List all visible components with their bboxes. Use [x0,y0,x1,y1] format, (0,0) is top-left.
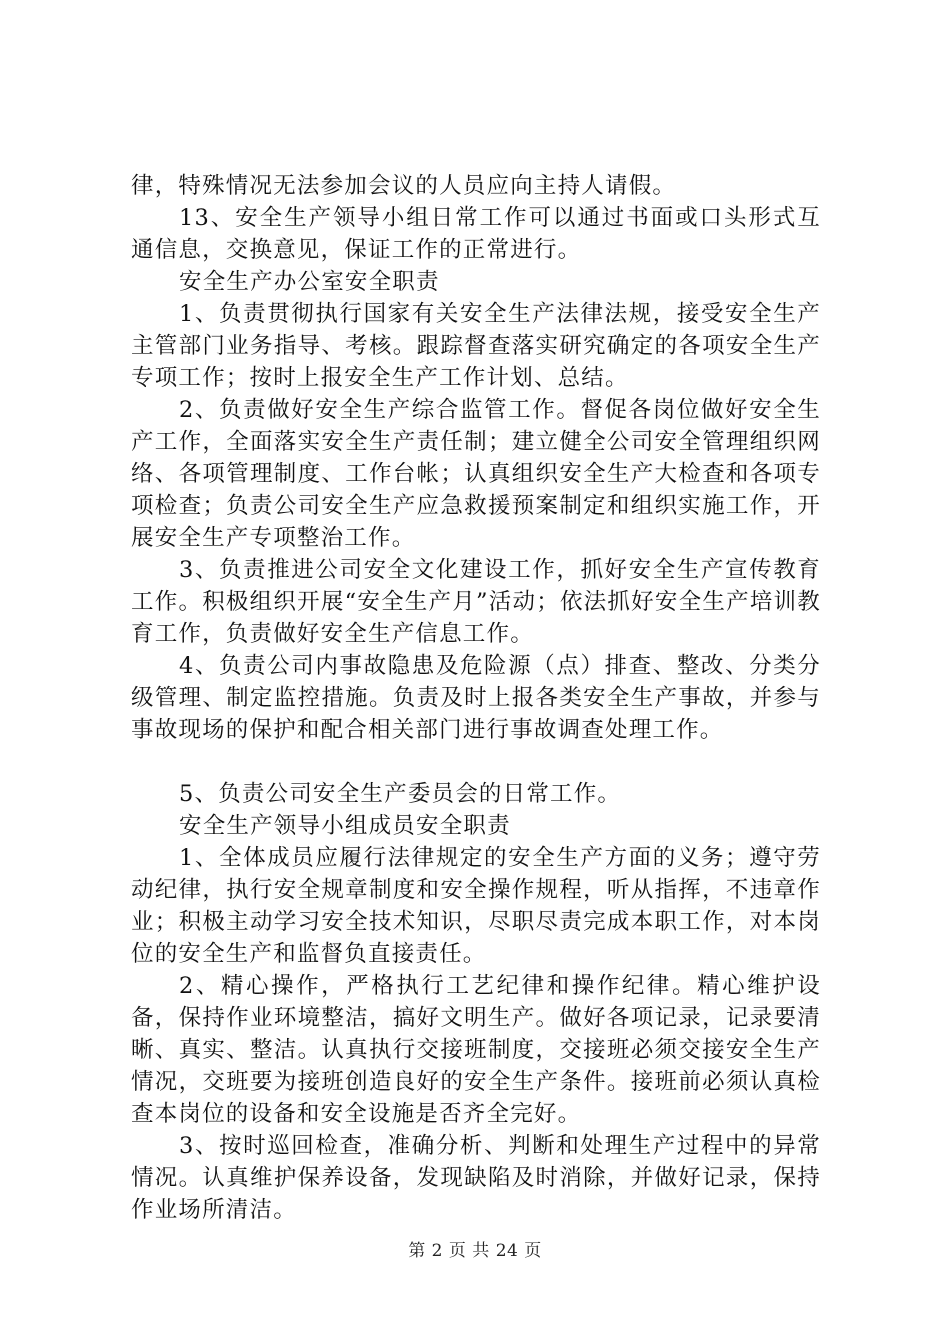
paragraph-office-item-1: 1、负责贯彻执行国家有关安全生产法律法规，接受安全生产主管部门业务指导、考核。跟踪督查落实研究确定的各项安全生产专项工作；按时上报安全生产工作计划、总结。 [131,301,821,391]
paragraph-item-13: 13、安全生产领导小组日常工作可以通过书面或口头形式互通信息，交换意见，保证工作的正常进行。 [131,205,821,263]
paragraph-office-item-5: 5、负责公司安全生产委员会的日常工作。 [179,781,622,807]
paragraph-continuation: 律，特殊情况无法参加会议的人员应向主持人请假。 [131,173,677,199]
paragraph-office-item-4: 4、负责公司内事故隐患及危险源（点）排查、整改、分类分级管理、制定监控措施。负责及时上报各类安全生产事故，并参与事故现场的保护和配合相关部门进行事故调查处理工作。 [131,653,821,743]
paragraph-office-item-3: 3、负责推进公司安全文化建设工作，抓好安全生产宣传教育工作。积极组织开展“安全生产月”活动；依法抓好安全生产培训教育工作，负责做好安全生产信息工作。 [131,557,821,647]
paragraph-office-item-2: 2、负责做好安全生产综合监管工作。督促各岗位做好安全生产工作，全面落实安全生产责任制；建立健全公司安全管理组织网络、各项管理制度、工作台帐；认真组织安全生产大检查和各项专项检查；负责公司安全生产应急救援预案制定和组织实施工作，开展安全生产专项整治工作。 [131,397,821,551]
section-heading-member-duties: 安全生产领导小组成员安全职责 [179,813,511,839]
page-number-footer: 第 2 页 共 24 页 [408,1241,542,1261]
paragraph-member-item-3: 3、按时巡回检查，准确分析、判断和处理生产过程中的异常情况。认真维护保养设备，发现缺陷及时消除，并做好记录，保持作业场所清洁。 [131,1133,821,1223]
paragraph-member-item-1: 1、全体成员应履行法律规定的安全生产方面的义务；遵守劳动纪律，执行安全规章制度和安全操作规程，听从指挥，不违章作业；积极主动学习安全技术知识，尽职尽责完成本职工作，对本岗位的安全生产和监督负直接责任。 [131,845,821,967]
document-body [131,170,821,1226]
section-heading-office-duties: 安全生产办公室安全职责 [179,269,440,295]
paragraph-gap [131,746,821,778]
paragraph-member-item-2: 2、精心操作，严格执行工艺纪律和操作纪律。精心维护设备，保持作业环境整洁，搞好文明生产。做好各项记录，记录要清晰、真实、整洁。认真执行交接班制度，交接班必须交接安全生产情况，交班要为接班创造良好的安全生产条件。接班前必须认真检查本岗位的设备和安全设施是否齐全完好。 [131,973,821,1127]
